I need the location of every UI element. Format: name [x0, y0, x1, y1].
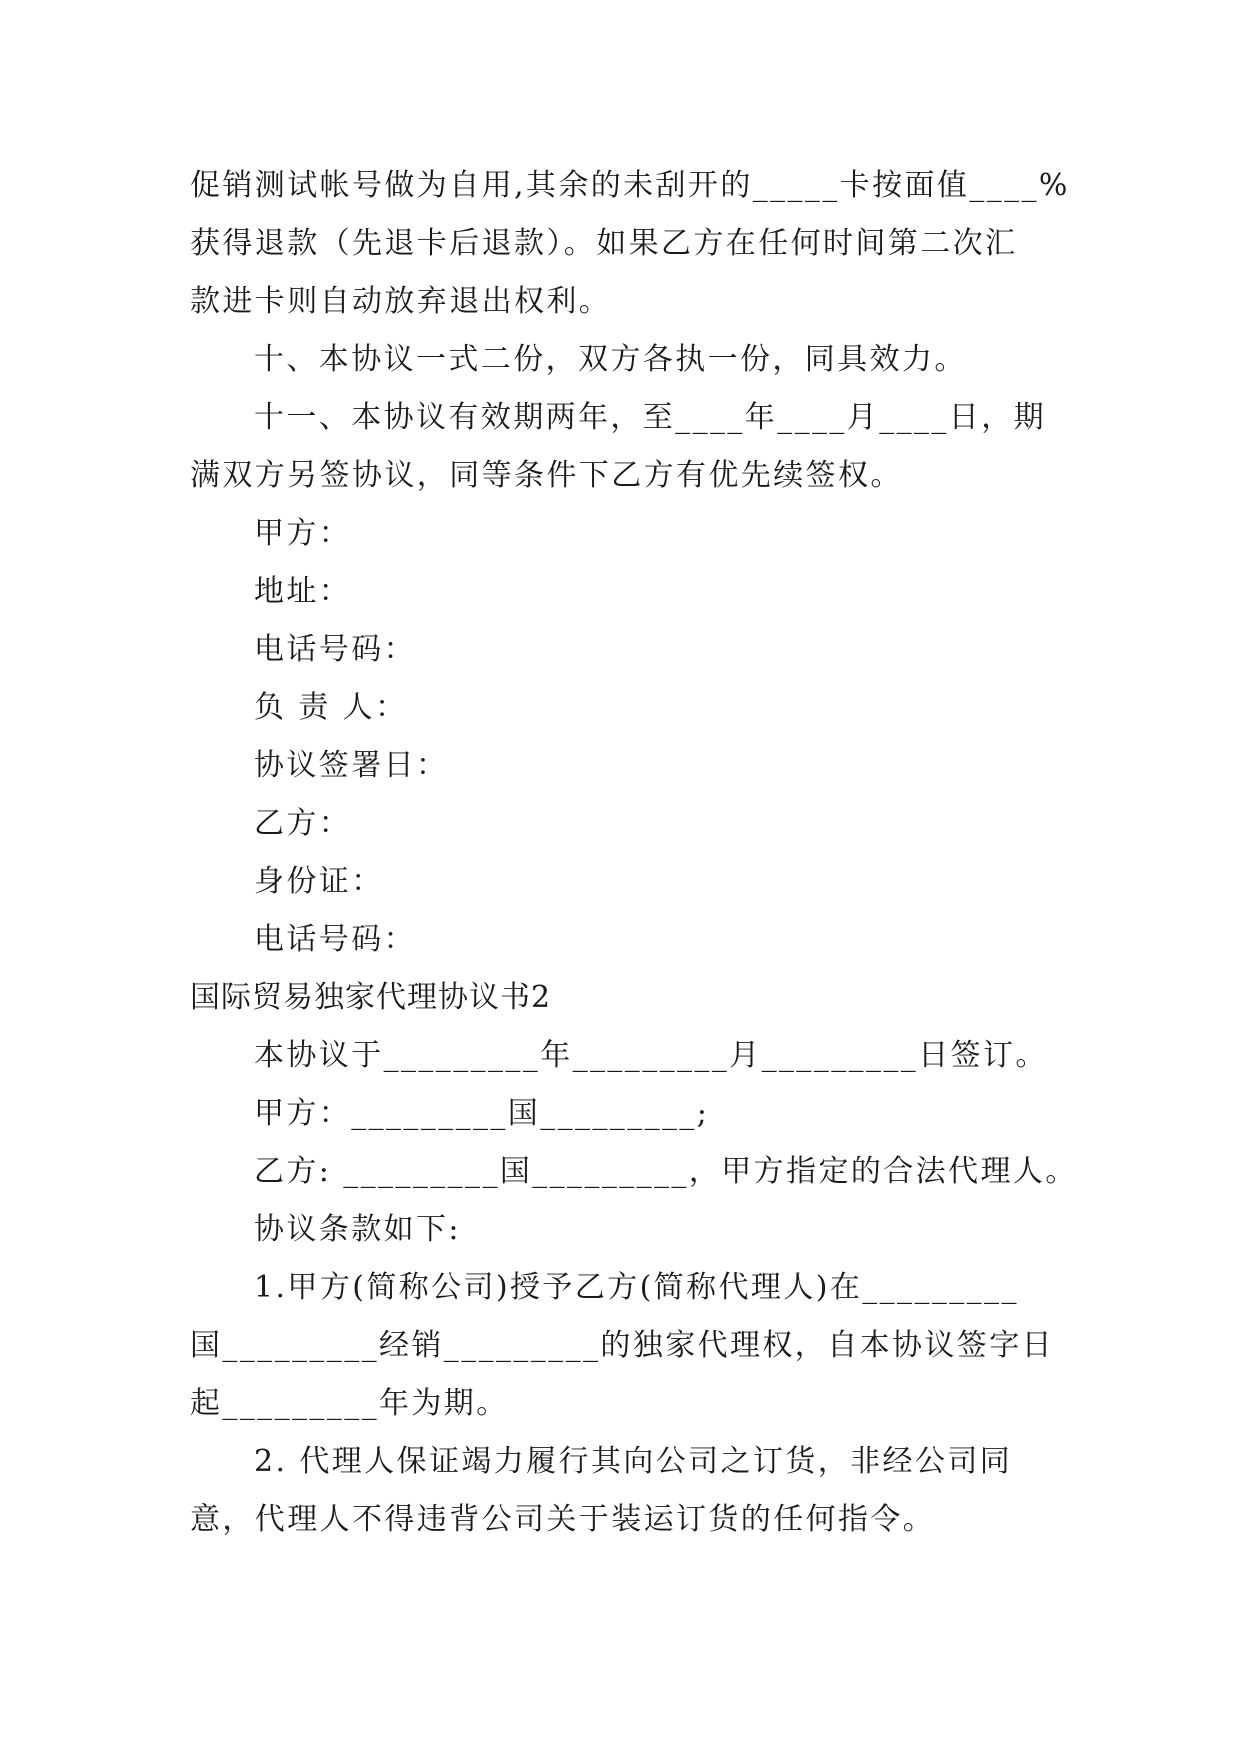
text-line: 款进卡则自动放弃退出权利。 [190, 284, 612, 319]
text-line: 意，代理人不得违背公司关于装运订货的任何指令。 [190, 1502, 936, 1537]
text-line: 获得退款（先退卡后退款）。如果乙方在任何时间第二次汇 [190, 226, 1018, 261]
text-line: 促销测试帐号做为自用,其余的未刮开的_____卡按面值____% [190, 168, 1070, 203]
signature-field-label: 乙方： [254, 806, 352, 841]
text-line: 协议条款如下: [254, 1212, 461, 1247]
signature-field-label: 地址： [254, 574, 352, 609]
text-line: 满双方另签协议，同等条件下乙方有优先续签权。 [190, 458, 903, 493]
signature-field-label: 协议签署日： [254, 748, 449, 783]
text-line: 十一、本协议有效期两年，至____年____月____日，期 [254, 400, 1046, 435]
text-line: 1.甲方(简称公司)授予乙方(简称代理人)在_________ [254, 1270, 1019, 1305]
signature-field-label: 甲方： [254, 516, 352, 551]
document-title: 国际贸易独家代理协议书2 [190, 980, 552, 1015]
text-line: 国_________经销_________的独家代理权，自本协议签字日 [190, 1328, 1054, 1363]
text-line: 十、本协议一式二份，双方各执一份，同具效力。 [254, 342, 967, 377]
signature-field-label: 电话号码： [254, 632, 416, 667]
text-line: 2. 代理人保证竭力履行其向公司之订货，非经公司同 [254, 1444, 1013, 1479]
text-line: 起_________年为期。 [190, 1386, 509, 1421]
text-line: 甲方：_________国_________; [254, 1096, 710, 1131]
signature-field-label: 电话号码： [254, 922, 416, 957]
signature-field-label: 负 责 人： [254, 690, 408, 725]
text-line: 本协议于_________年_________月_________日签订。 [254, 1038, 1048, 1073]
signature-field-label: 身份证： [254, 864, 384, 899]
text-line: 乙方: _________国_________，甲方指定的合法代理人。 [254, 1154, 1078, 1189]
